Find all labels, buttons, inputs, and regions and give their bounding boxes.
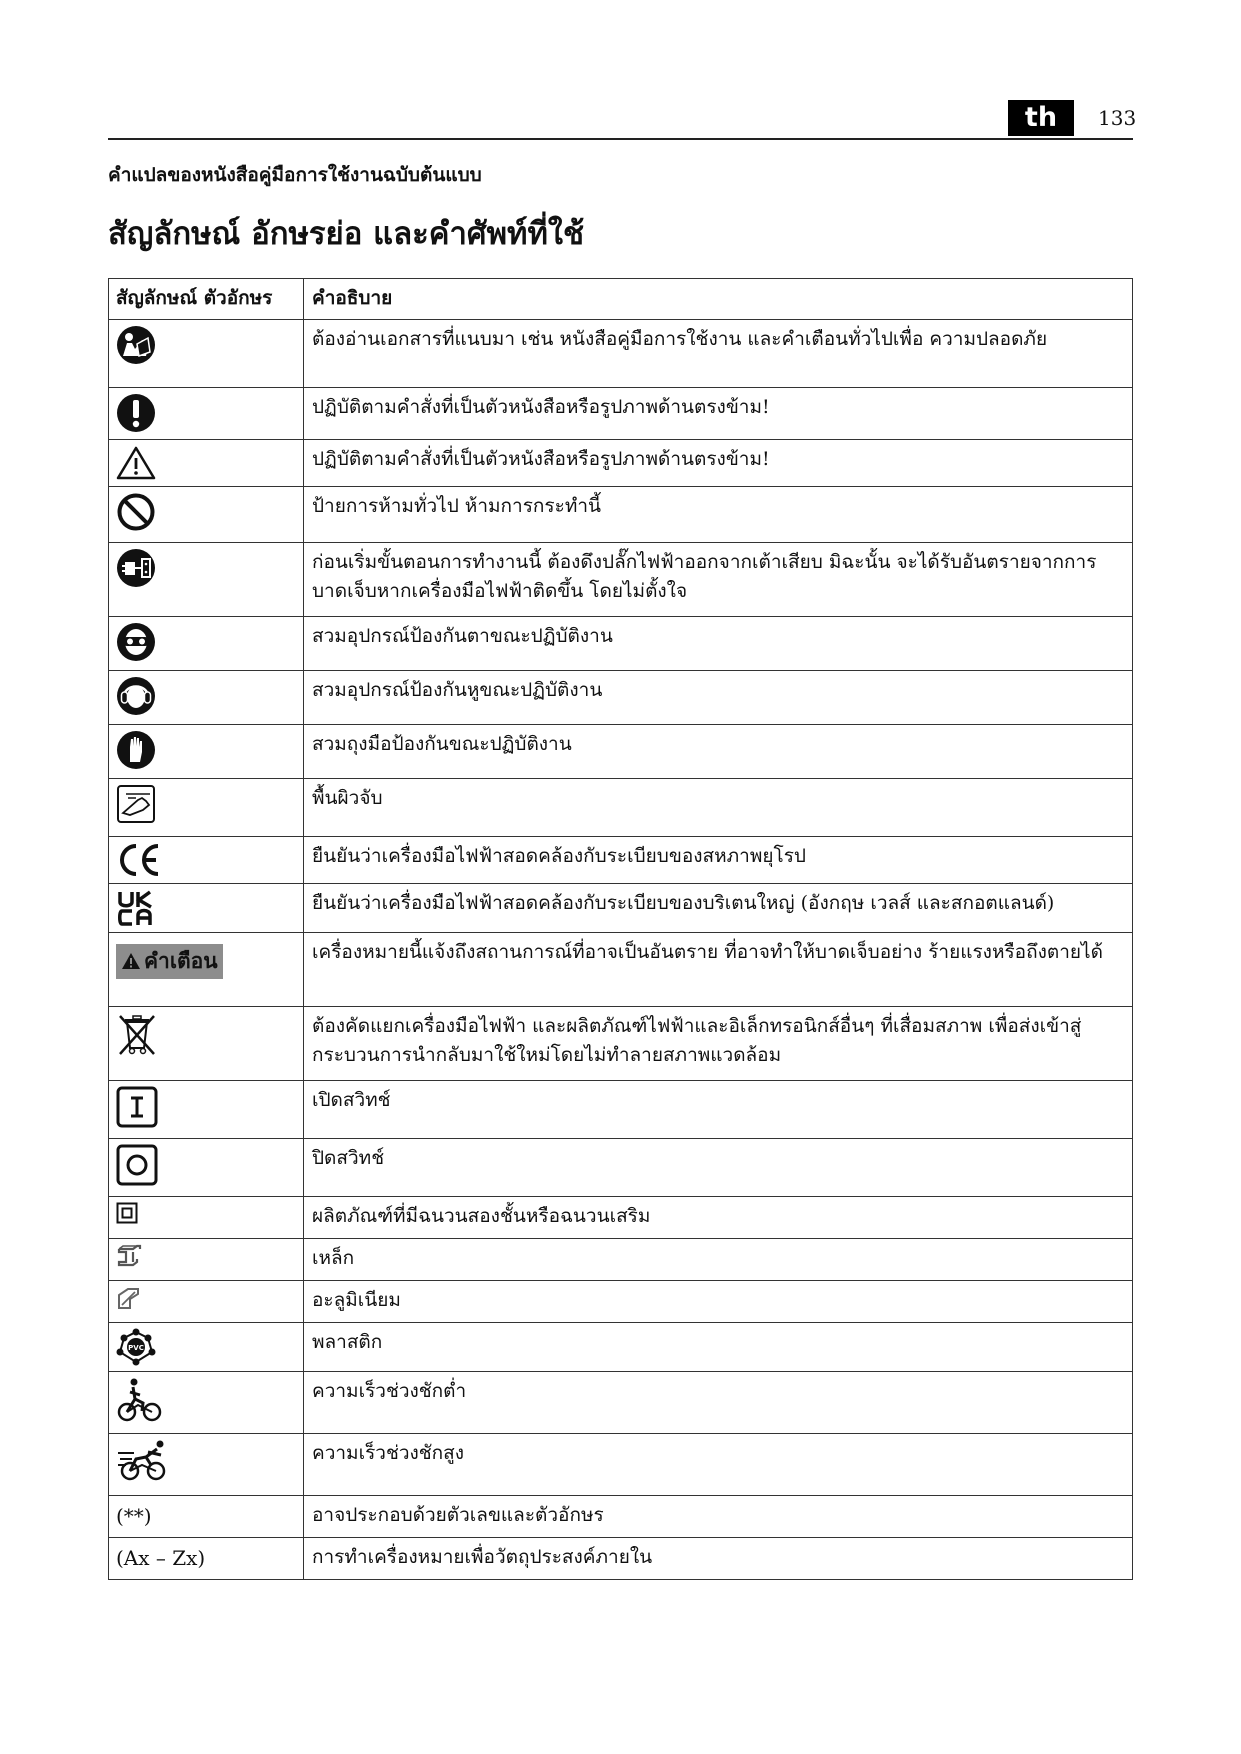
row-description: ปิดสวิทช์ xyxy=(304,1139,1133,1197)
table-row xyxy=(109,1323,1133,1372)
row-description: ต้องอ่านเอกสารที่แนบมา เช่น หนังสือคู่มือการใช้งาน และคำเตือนทั่วไปเพื่อ ความปลอดภัย xyxy=(304,320,1133,388)
table-row xyxy=(109,933,1133,1007)
double-insulation-icon xyxy=(116,1202,138,1224)
warning-badge xyxy=(116,944,223,979)
table-row xyxy=(109,1239,1133,1281)
row-description: ปฏิบัติตามคำสั่งที่เป็นตัวหนังสือหรือรูปภาพด้านตรงข้าม! xyxy=(304,388,1133,440)
table-row xyxy=(109,487,1133,543)
ce-mark-icon xyxy=(116,842,162,878)
table-row xyxy=(109,320,1133,388)
row-description: เหล็ก xyxy=(304,1239,1133,1281)
page-number: 133 xyxy=(1098,106,1137,130)
row-description: ความเร็วช่วงชักสูง xyxy=(304,1434,1133,1496)
ukca-mark-icon xyxy=(116,889,156,927)
table-row xyxy=(109,884,1133,933)
switch-on-icon xyxy=(116,1086,158,1128)
page-header xyxy=(108,100,1137,140)
table-row xyxy=(109,1139,1133,1197)
gripping-surface-icon xyxy=(116,784,156,824)
eye-protection-icon xyxy=(116,622,156,662)
column-header-symbol: สัญลักษณ์ ตัวอักษร xyxy=(109,279,304,320)
row-description: ยืนยันว่าเครื่องมือไฟฟ้าสอดคล้องกับระเบียบของบริเตนใหญ่ (อังกฤษ เวลส์ และสกอตแลนด์) xyxy=(304,884,1133,933)
table-row xyxy=(109,1007,1133,1081)
gloves-icon xyxy=(116,730,156,770)
table-row xyxy=(109,1538,1133,1580)
language-tab: th xyxy=(1008,100,1074,136)
aluminium-icon xyxy=(116,1286,142,1312)
steel-icon xyxy=(116,1244,142,1270)
row-description: พื้นผิวจับ xyxy=(304,779,1133,837)
ear-protection-icon xyxy=(116,676,156,716)
row-description: ยืนยันว่าเครื่องมือไฟฟ้าสอดคล้องกับระเบียบของสหภาพยุโรป xyxy=(304,837,1133,884)
table-row xyxy=(109,779,1133,837)
table-row xyxy=(109,543,1133,617)
table-row xyxy=(109,837,1133,884)
row-description: ป้ายการห้ามทั่วไป ห้ามการกระทำนี้ xyxy=(304,487,1133,543)
read-manual-icon xyxy=(116,325,156,365)
low-speed-icon xyxy=(116,1377,162,1423)
warning-triangle-icon xyxy=(121,952,141,970)
row-description: ความเร็วช่วงชักต่ำ xyxy=(304,1372,1133,1434)
row-description: ปฏิบัติตามคำสั่งที่เป็นตัวหนังสือหรือรูปภาพด้านตรงข้าม! xyxy=(304,440,1133,487)
row-description: ต้องคัดแยกเครื่องมือไฟฟ้า และผลิตภัณฑ์ไฟฟ้าและอิเล็กทรอนิกส์อื่นๆ ที่เสื่อมสภาพ เพื่อส่งเข้าสู่กระบวนการนำกลับมาใช้ใหม่โดยไม่ทำลายสภาพแวดล้อม xyxy=(304,1007,1133,1081)
row-description: เครื่องหมายนี้แจ้งถึงสถานการณ์ที่อาจเป็นอันตราย ที่อาจทำให้บาดเจ็บอย่าง ร้ายแรงหรือถึงตายได้ xyxy=(304,933,1133,1007)
section-title: สัญลักษณ์ อักษรย่อ และคำศัพท์ที่ใช้ xyxy=(108,216,585,252)
table-row xyxy=(109,617,1133,671)
row-description: สวมถุงมือป้องกันขณะปฏิบัติงาน xyxy=(304,725,1133,779)
column-header-description: คำอธิบาย xyxy=(304,279,1133,320)
row-description: ผลิตภัณฑ์ที่มีฉนวนสองชั้นหรือฉนวนเสริม xyxy=(304,1197,1133,1239)
warning-badge-label: คำเตือน xyxy=(144,949,218,973)
pvc-icon xyxy=(116,1328,156,1366)
table-row xyxy=(109,440,1133,487)
table-row xyxy=(109,1081,1133,1139)
row-description: อะลูมิเนียม xyxy=(304,1281,1133,1323)
table-row xyxy=(109,1197,1133,1239)
symbol-text: (Ax – Zx) xyxy=(109,1538,304,1580)
svg-text:PVC: PVC xyxy=(128,1344,144,1352)
mandatory-exclamation-icon xyxy=(116,393,156,433)
symbols-table xyxy=(108,278,1133,1580)
switch-off-icon xyxy=(116,1144,158,1186)
high-speed-icon xyxy=(116,1439,172,1483)
symbol-text: (**) xyxy=(109,1496,304,1538)
document-subtitle: คำแปลของหนังสือคู่มือการใช้งานฉบับต้นแบบ xyxy=(108,164,482,186)
row-description: ก่อนเริ่มขั้นตอนการทำงานนี้ ต้องดึงปลั๊กไฟฟ้าออกจากเต้าเสียบ มิฉะนั้น จะได้รับอันตรายจากการบาดเจ็บหากเครื่องมือไฟฟ้าติดขึ้น โดยไม่ตั้งใจ xyxy=(304,543,1133,617)
row-description: การทำเครื่องหมายเพื่อวัตถุประสงค์ภายใน xyxy=(304,1538,1133,1580)
row-description: เปิดสวิทช์ xyxy=(304,1081,1133,1139)
table-row xyxy=(109,1496,1133,1538)
table-row xyxy=(109,1372,1133,1434)
unplug-icon xyxy=(116,548,156,588)
row-description: สวมอุปกรณ์ป้องกันหูขณะปฏิบัติงาน xyxy=(304,671,1133,725)
table-row xyxy=(109,1434,1133,1496)
row-description: สวมอุปกรณ์ป้องกันตาขณะปฏิบัติงาน xyxy=(304,617,1133,671)
prohibition-icon xyxy=(116,492,156,532)
table-row xyxy=(109,725,1133,779)
table-header-row xyxy=(109,279,1133,320)
table-row xyxy=(109,671,1133,725)
table-row xyxy=(109,1281,1133,1323)
row-description: อาจประกอบด้วยตัวเลขและตัวอักษร xyxy=(304,1496,1133,1538)
weee-bin-icon xyxy=(116,1012,158,1056)
table-row xyxy=(109,388,1133,440)
warning-triangle-icon xyxy=(116,445,156,481)
row-description: พลาสติก xyxy=(304,1323,1133,1372)
